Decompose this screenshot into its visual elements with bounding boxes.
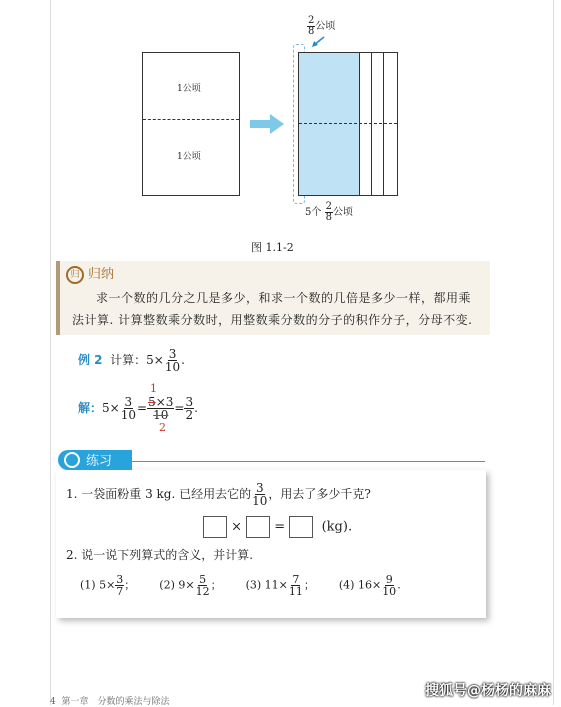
cancel-bottom: 2: [159, 421, 166, 434]
blank-box[interactable]: [246, 516, 270, 538]
pointer-arrow-icon: [311, 36, 325, 48]
cancel-top: 1: [150, 382, 157, 395]
item-1: (1) 5× $\frac{3}{7}$ ；: [80, 573, 136, 598]
item-2: (2) 9× $\frac{5}{12}$ ；: [159, 573, 222, 598]
question-2-items: [80, 574, 480, 597]
divider-line: [143, 119, 239, 120]
exercise-tag: 练习: [58, 450, 132, 470]
figure-caption: 图 1.1-2: [251, 241, 294, 254]
item-4: (4) 16× $\frac{9}{10}$ .: [338, 573, 401, 598]
watermark: 搜狐号@杨杨的麻麻: [425, 683, 551, 699]
top-fraction-label: $\frac{2}{8}$ 公顷: [308, 15, 336, 37]
exercise-icon: [64, 452, 80, 468]
bottom-fraction-label: 5个 $\frac{2}{8}$ 公顷: [305, 201, 353, 223]
summary-heading: 归 归纳: [66, 263, 114, 284]
whole-hectare-rect: [142, 52, 240, 196]
blank-box[interactable]: [289, 516, 313, 538]
item-3: (3) 11× $\frac{7}{11}$ ；: [245, 573, 315, 598]
summary-box: [56, 261, 490, 335]
question-2: 2. 说一说下列算式的含义，并计算.: [66, 548, 254, 562]
q1-formula: × = (kg).: [203, 516, 352, 538]
right-arrow-icon: [250, 114, 284, 134]
exercise-rule: [130, 461, 485, 462]
solution: 解：5× $\frac{3}{10}$ = $\frac{5\times 3}{10}$ = $\frac{3}{2}$ .: [78, 395, 198, 422]
summary-icon: 归: [66, 266, 84, 284]
example-2: 例 2 计算：5× $\frac{3}{10}$ .: [78, 347, 185, 374]
page-footer: 4 第一章 分数的乘法与除法: [50, 697, 170, 707]
blank-box[interactable]: [203, 516, 227, 538]
hectare-label-top: 1公顷: [177, 84, 201, 94]
split-hectare-rect: [298, 52, 398, 196]
summary-text: 求一个数的几分之几是多少，和求一个数的几倍是多少一样，都用乘法计算. 计算整数乘分数时，用整数乘分数的分子的积作分子，分母不变.: [72, 291, 473, 327]
question-1: 1. 一袋面粉重 3 kg. 已经用去它的 $\frac{3}{10}$ ，用去了多少千克?: [66, 481, 371, 508]
hectare-label-bottom: 1公顷: [177, 152, 201, 162]
